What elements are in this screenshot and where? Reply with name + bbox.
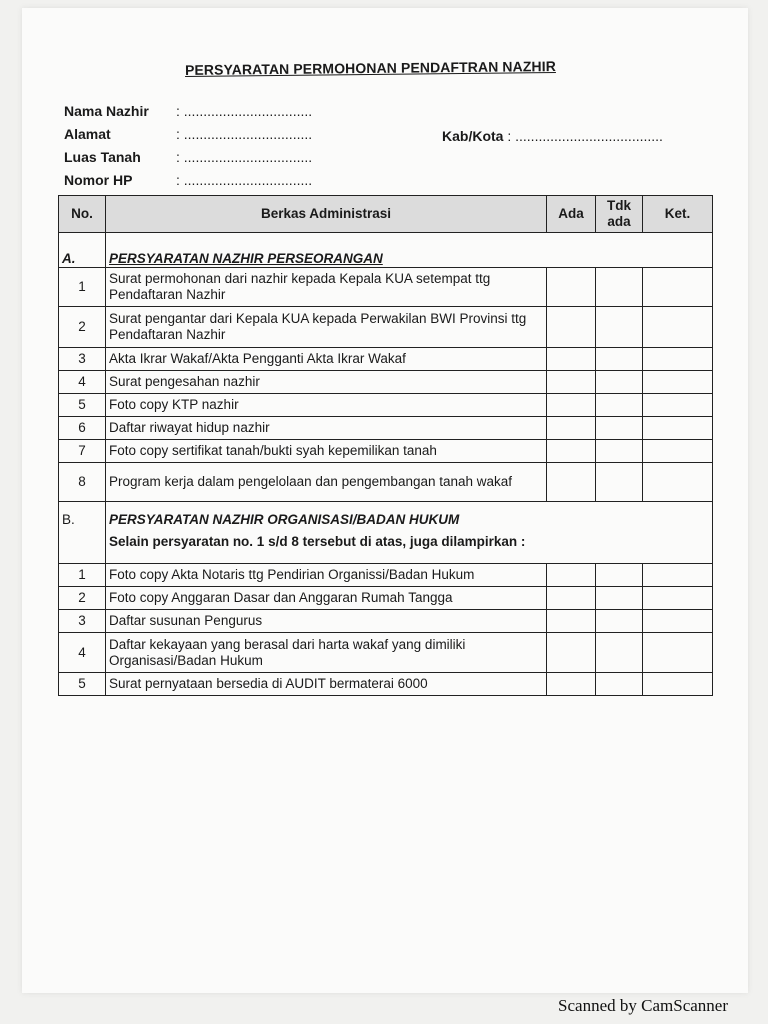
field-value: : ................................. <box>176 103 313 119</box>
section-a-row <box>59 233 713 268</box>
table-row <box>59 673 713 696</box>
row-number: 8 <box>59 463 106 502</box>
table-row <box>59 610 713 633</box>
row-number: 1 <box>59 564 106 587</box>
table-row <box>59 307 713 348</box>
field-value: : ................................. <box>176 172 313 188</box>
field-label: Alamat <box>64 126 111 142</box>
field-value: : ................................. <box>176 126 313 142</box>
row-text: Surat pernyataan bersedia di AUDIT bermaterai 6000 <box>106 673 547 696</box>
field-label: Luas Tanah <box>64 149 141 165</box>
checkbox-tdk-ada[interactable] <box>596 463 643 502</box>
field-nomor-hp <box>64 172 312 188</box>
field-label: Kab/Kota <box>442 128 504 144</box>
table-row <box>59 587 713 610</box>
table-row <box>59 394 713 417</box>
checkbox-tdk-ada[interactable] <box>596 371 643 394</box>
header-ada: Ada <box>547 196 596 233</box>
checkbox-ada[interactable] <box>547 587 596 610</box>
row-text: Foto copy sertifikat tanah/bukti syah kepemilikan tanah <box>106 440 547 463</box>
camscanner-watermark: Scanned by CamScanner <box>558 996 728 1015</box>
row-number: 1 <box>59 268 106 307</box>
checkbox-ada[interactable] <box>547 564 596 587</box>
table-row <box>59 633 713 673</box>
checkbox-ada[interactable] <box>547 610 596 633</box>
ket-cell[interactable] <box>643 673 713 696</box>
section-title-cell <box>106 502 713 564</box>
checkbox-ada[interactable] <box>547 307 596 348</box>
table-row <box>59 440 713 463</box>
row-text: Akta Ikrar Wakaf/Akta Pengganti Akta Ikrar Wakaf <box>106 348 547 371</box>
table-row <box>59 417 713 440</box>
header-no: No. <box>59 196 106 233</box>
section-subtitle: Selain persyaratan no. 1 s/d 8 tersebut di atas, juga dilampirkan : <box>109 534 526 549</box>
checkbox-tdk-ada[interactable] <box>596 394 643 417</box>
header-tdk-ada: Tdk ada <box>596 196 643 233</box>
checkbox-ada[interactable] <box>547 633 596 673</box>
row-number: 5 <box>59 394 106 417</box>
checkbox-ada[interactable] <box>547 394 596 417</box>
checkbox-tdk-ada[interactable] <box>596 417 643 440</box>
checkbox-ada[interactable] <box>547 417 596 440</box>
row-text: Daftar susunan Pengurus <box>106 610 547 633</box>
row-number: 5 <box>59 673 106 696</box>
field-nama-nazhir <box>64 103 312 119</box>
ket-cell[interactable] <box>643 348 713 371</box>
row-number: 3 <box>59 348 106 371</box>
ket-cell[interactable] <box>643 610 713 633</box>
section-letter: A. <box>59 233 106 268</box>
checkbox-tdk-ada[interactable] <box>596 673 643 696</box>
table-row <box>59 564 713 587</box>
table-row <box>59 348 713 371</box>
checkbox-tdk-ada[interactable] <box>596 564 643 587</box>
checkbox-tdk-ada[interactable] <box>596 440 643 463</box>
checkbox-ada[interactable] <box>547 371 596 394</box>
ket-cell[interactable] <box>643 417 713 440</box>
field-value: : ................................. <box>176 149 313 165</box>
row-text: Program kerja dalam pengelolaan dan pengembangan tanah wakaf <box>106 463 547 502</box>
ket-cell[interactable] <box>643 268 713 307</box>
row-number: 7 <box>59 440 106 463</box>
checkbox-tdk-ada[interactable] <box>596 587 643 610</box>
row-number: 4 <box>59 371 106 394</box>
checkbox-ada[interactable] <box>547 440 596 463</box>
ket-cell[interactable] <box>643 371 713 394</box>
row-text: Surat pengantar dari Kepala KUA kepada Perwakilan BWI Provinsi ttg Pendaftaran Nazhir <box>106 307 547 348</box>
field-label: Nomor HP <box>64 172 133 188</box>
field-value: : ...................................... <box>507 128 663 144</box>
field-luas-tanah <box>64 149 312 165</box>
checkbox-tdk-ada[interactable] <box>596 307 643 348</box>
requirements-table <box>58 195 713 696</box>
row-number: 2 <box>59 587 106 610</box>
section-title: PERSYARATAN NAZHIR ORGANISASI/BADAN HUKUM <box>109 512 460 527</box>
ket-cell[interactable] <box>643 564 713 587</box>
section-title-cell <box>106 233 713 268</box>
ket-cell[interactable] <box>643 633 713 673</box>
ket-cell[interactable] <box>643 394 713 417</box>
checkbox-ada[interactable] <box>547 268 596 307</box>
table-row <box>59 371 713 394</box>
row-text: Surat permohonan dari nazhir kepada Kepala KUA setempat ttg Pendaftaran Nazhir <box>106 268 547 307</box>
checkbox-ada[interactable] <box>547 348 596 371</box>
section-title: PERSYARATAN NAZHIR PERSEORANGAN <box>109 251 383 266</box>
field-label: Nama Nazhir <box>64 103 149 119</box>
row-number: 3 <box>59 610 106 633</box>
field-kab-kota <box>442 128 663 144</box>
document-title: PERSYARATAN PERMOHONAN PENDAFTRAN NAZHIR <box>184 58 556 78</box>
ket-cell[interactable] <box>643 307 713 348</box>
table-header-row <box>59 196 713 233</box>
row-text: Daftar riwayat hidup nazhir <box>106 417 547 440</box>
checkbox-ada[interactable] <box>547 673 596 696</box>
checkbox-tdk-ada[interactable] <box>596 610 643 633</box>
row-number: 6 <box>59 417 106 440</box>
ket-cell[interactable] <box>643 587 713 610</box>
header-berkas: Berkas Administrasi <box>106 196 547 233</box>
row-number: 2 <box>59 307 106 348</box>
section-letter: B. <box>59 502 106 564</box>
row-text: Foto copy Akta Notaris ttg Pendirian Organissi/Badan Hukum <box>106 564 547 587</box>
row-text: Foto copy KTP nazhir <box>106 394 547 417</box>
row-text: Daftar kekayaan yang berasal dari harta wakaf yang dimiliki Organisasi/Badan Hukum <box>106 633 547 673</box>
checkbox-tdk-ada[interactable] <box>596 633 643 673</box>
field-alamat <box>64 126 312 142</box>
row-number: 4 <box>59 633 106 673</box>
table-row <box>59 463 713 502</box>
checkbox-tdk-ada[interactable] <box>596 268 643 307</box>
section-b-row <box>59 502 713 564</box>
checkbox-tdk-ada[interactable] <box>596 348 643 371</box>
checkbox-ada[interactable] <box>547 463 596 502</box>
ket-cell[interactable] <box>643 463 713 502</box>
header-ket: Ket. <box>643 196 713 233</box>
ket-cell[interactable] <box>643 440 713 463</box>
table-row <box>59 268 713 307</box>
row-text: Surat pengesahan nazhir <box>106 371 547 394</box>
row-text: Foto copy Anggaran Dasar dan Anggaran Rumah Tangga <box>106 587 547 610</box>
